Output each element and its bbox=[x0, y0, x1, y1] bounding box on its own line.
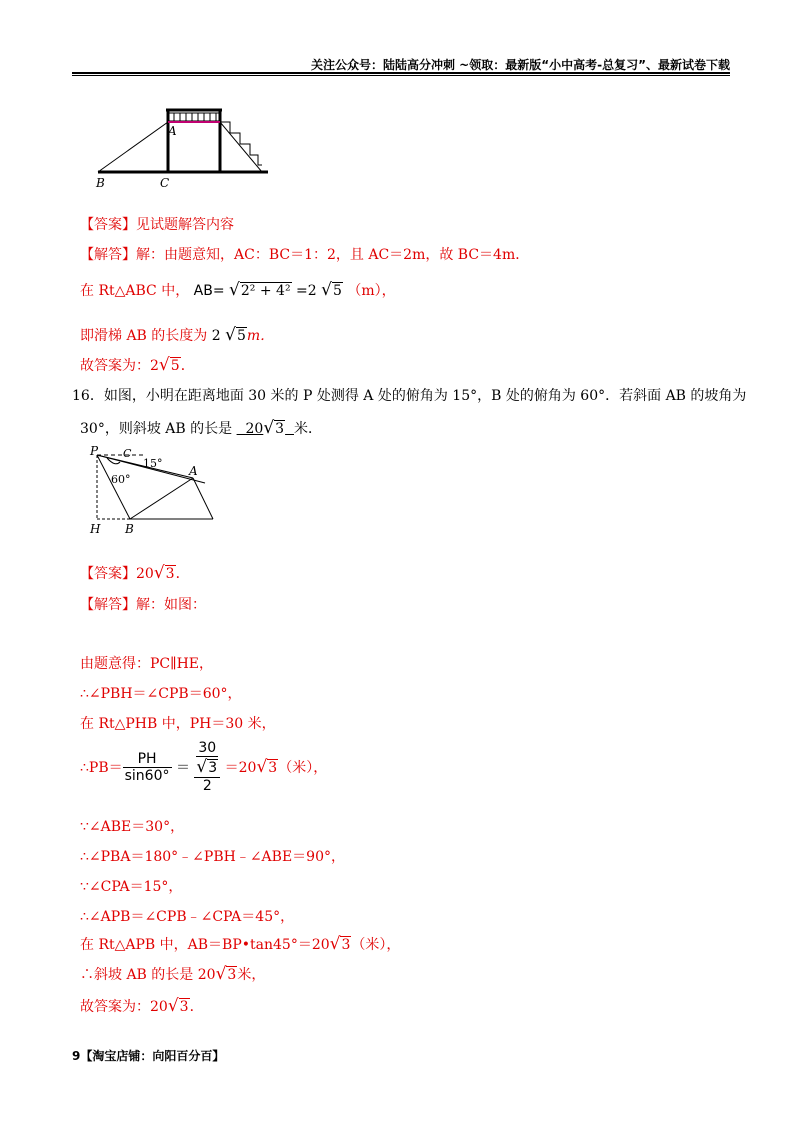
q16-answer: 【答案】20√3． bbox=[80, 563, 190, 583]
ladder-unit: m． bbox=[246, 328, 275, 344]
rt-formula: AB= bbox=[193, 283, 225, 299]
q16-ab-line: 在 Rt△APB 中，AB＝BP•tan45°＝20√3（米）， bbox=[80, 934, 401, 954]
q16-stem-line2: 30°，则斜坡 AB 的长是 20√3 米． bbox=[80, 418, 322, 438]
q16-step: ∴∠PBH＝∠CPB＝60°， bbox=[80, 686, 242, 702]
page-number: 9 bbox=[72, 1049, 81, 1063]
sqrt-three: √3 bbox=[153, 563, 175, 583]
q16-solution-head: 【解答】解：如图： bbox=[80, 597, 206, 613]
ladder-coef: 2 bbox=[211, 328, 221, 344]
q15-final: 故答案为：2√5． bbox=[80, 355, 195, 375]
page-header: 关注公众号：陆陆高分冲刺 ~领取：最新版“小中高考-总复习”、最新试卷下载 bbox=[311, 58, 730, 72]
header-rule bbox=[72, 72, 730, 74]
rt-unit: （m）， bbox=[347, 283, 396, 299]
rt-eq: =2 bbox=[296, 283, 317, 299]
sqrt-three: √3 bbox=[329, 934, 351, 954]
q15-ladder-line bbox=[80, 325, 274, 345]
sqrt-five: √5 bbox=[158, 355, 180, 375]
answer-text: 见试题解答内容 bbox=[136, 217, 234, 233]
page-footer bbox=[72, 1047, 224, 1064]
q16-step: ∵∠ABE＝30°， bbox=[80, 819, 185, 835]
point-label-b: B bbox=[125, 522, 134, 535]
q15-rt-line bbox=[80, 280, 396, 300]
point-label-a: A bbox=[168, 124, 177, 138]
q16-pb-line: ∴PB＝ $\frac{PH}{\sin 60^\circ}$ ＝ 30 √3 2 ＝20√3（米）， bbox=[80, 740, 328, 794]
point-label-c: C bbox=[160, 176, 170, 190]
sqrt-five: √5 bbox=[225, 325, 246, 345]
rt-prefix: 在 Rt△ABC 中， bbox=[80, 283, 190, 299]
q16-step: ∴∠PBA＝180°﹣∠PBH﹣∠ABE＝90°， bbox=[80, 849, 345, 865]
solution-text: 解：由题意知，AC：BC＝1：2，且 AC＝2m，故 BC＝4m． bbox=[136, 247, 530, 263]
q16-step: 在 Rt△PHB 中，PH＝30 米， bbox=[80, 716, 276, 732]
answer-tag: 【答案】 bbox=[80, 566, 136, 582]
point-label-p: P bbox=[90, 445, 99, 458]
slide-figure bbox=[90, 105, 280, 195]
answer-tag: 【答案】 bbox=[80, 217, 136, 233]
sqrt-five: √5 bbox=[321, 280, 342, 300]
q15-answer bbox=[80, 214, 234, 234]
angle-label-15: 15° bbox=[143, 457, 163, 470]
fraction-ph-sin60: $\frac{PH}{\sin 60^\circ}$ bbox=[124, 750, 170, 784]
final-prefix: 故答案为：2 bbox=[80, 358, 159, 374]
sqrt-three: √3 bbox=[263, 418, 285, 438]
sqrt-expression: √2² + 4² bbox=[229, 280, 291, 300]
q16-final: 故答案为：20√3． bbox=[80, 996, 204, 1016]
sqrt-three: √3 bbox=[215, 964, 237, 984]
header-rule-thin bbox=[72, 75, 730, 76]
angle-label-60: 60° bbox=[111, 473, 131, 486]
solution-tag: 【解答】 bbox=[80, 597, 136, 613]
q15-solution bbox=[80, 244, 529, 264]
fraction-30-sqrt3-2: 30 √3 2 bbox=[194, 740, 220, 794]
footer-text: 【淘宝店铺：向阳百分百】 bbox=[80, 1049, 225, 1063]
ladder-prefix: 即滑梯 AB 的长度为 bbox=[80, 328, 208, 344]
sqrt-three: √3 bbox=[167, 996, 189, 1016]
point-label-a: A bbox=[189, 464, 198, 478]
sqrt-three: √3 bbox=[256, 757, 278, 777]
answer-blank: 20√3 bbox=[245, 418, 285, 438]
q16-stem-line1: 16．如图，小明在距离地面 30 米的 P 处测得 A 处的俯角为 15°，B 处的俯角为 60°．若斜面 AB 的坡角为 bbox=[72, 388, 747, 404]
slope-figure bbox=[85, 445, 225, 535]
q16-step: ∴∠APB＝∠CPB﹣∠CPA＝45°， bbox=[80, 909, 295, 925]
solution-tag: 【解答】 bbox=[80, 247, 136, 263]
q16-step: 由题意得：PC∥HE， bbox=[80, 656, 214, 672]
rt-radicand: 2² + 4² bbox=[240, 283, 291, 299]
point-label-c: C bbox=[123, 447, 132, 460]
q16-slope-line: ∴斜坡 AB 的长是 20√3米， bbox=[80, 964, 266, 984]
q16-step: ∵∠CPA＝15°， bbox=[80, 879, 183, 895]
point-label-b: B bbox=[96, 176, 105, 190]
point-label-h: H bbox=[90, 522, 101, 535]
